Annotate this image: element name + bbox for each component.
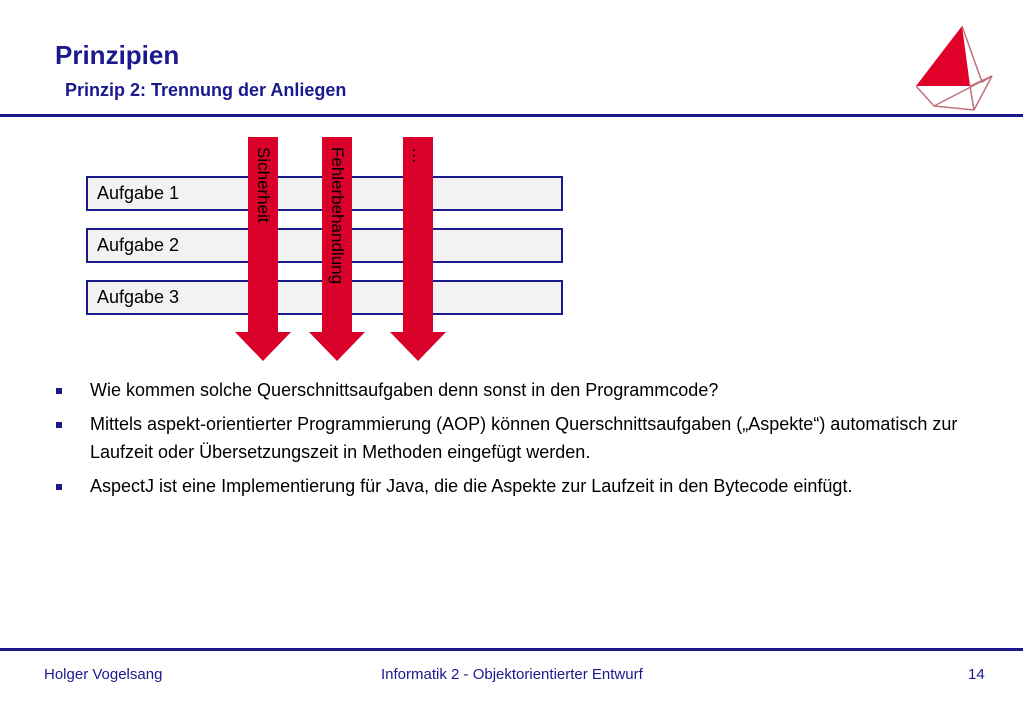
concern-arrow-security [233, 137, 293, 362]
task-box-1: Aufgabe 1 [86, 176, 563, 211]
university-logo [912, 22, 996, 112]
concern-label-more: … [409, 147, 428, 164]
concern-arrow-more [388, 137, 448, 362]
footer-page-number: 14 [968, 666, 985, 683]
page-title: Prinzipien [55, 40, 180, 70]
arrow-shape [388, 137, 448, 362]
bullet-item: Mittels aspekt-orientierter Programmierung (AOP) können Querschnittsaufgaben („Aspekte“) automatisch zur Laufzeit oder Übersetzungszeit in Methoden eingefügt werden. [53, 410, 1003, 466]
concern-label-security: Sicherheit [254, 147, 273, 223]
bullet-list [53, 376, 1003, 506]
page-subtitle: Prinzip 2: Trennung der Anliegen [65, 80, 347, 100]
task-box-3: Aufgabe 3 [86, 280, 563, 315]
bullet-item: AspectJ ist eine Implementierung für Java, die die Aspekte zur Laufzeit in den Bytecode einfügt. [53, 472, 1003, 500]
concern-arrow-error-handling [307, 137, 367, 362]
footer-divider [0, 648, 1023, 651]
concern-label-error-handling: Fehlerbehandlung [328, 147, 347, 285]
header-divider [0, 114, 1023, 117]
task-box-2: Aufgabe 2 [86, 228, 563, 263]
footer-course: Informatik 2 - Objektorientierter Entwurf [381, 666, 643, 683]
bullet-item: Wie kommen solche Querschnittsaufgaben denn sonst in den Programmcode? [53, 376, 1003, 404]
footer-author: Holger Vogelsang [44, 666, 163, 683]
